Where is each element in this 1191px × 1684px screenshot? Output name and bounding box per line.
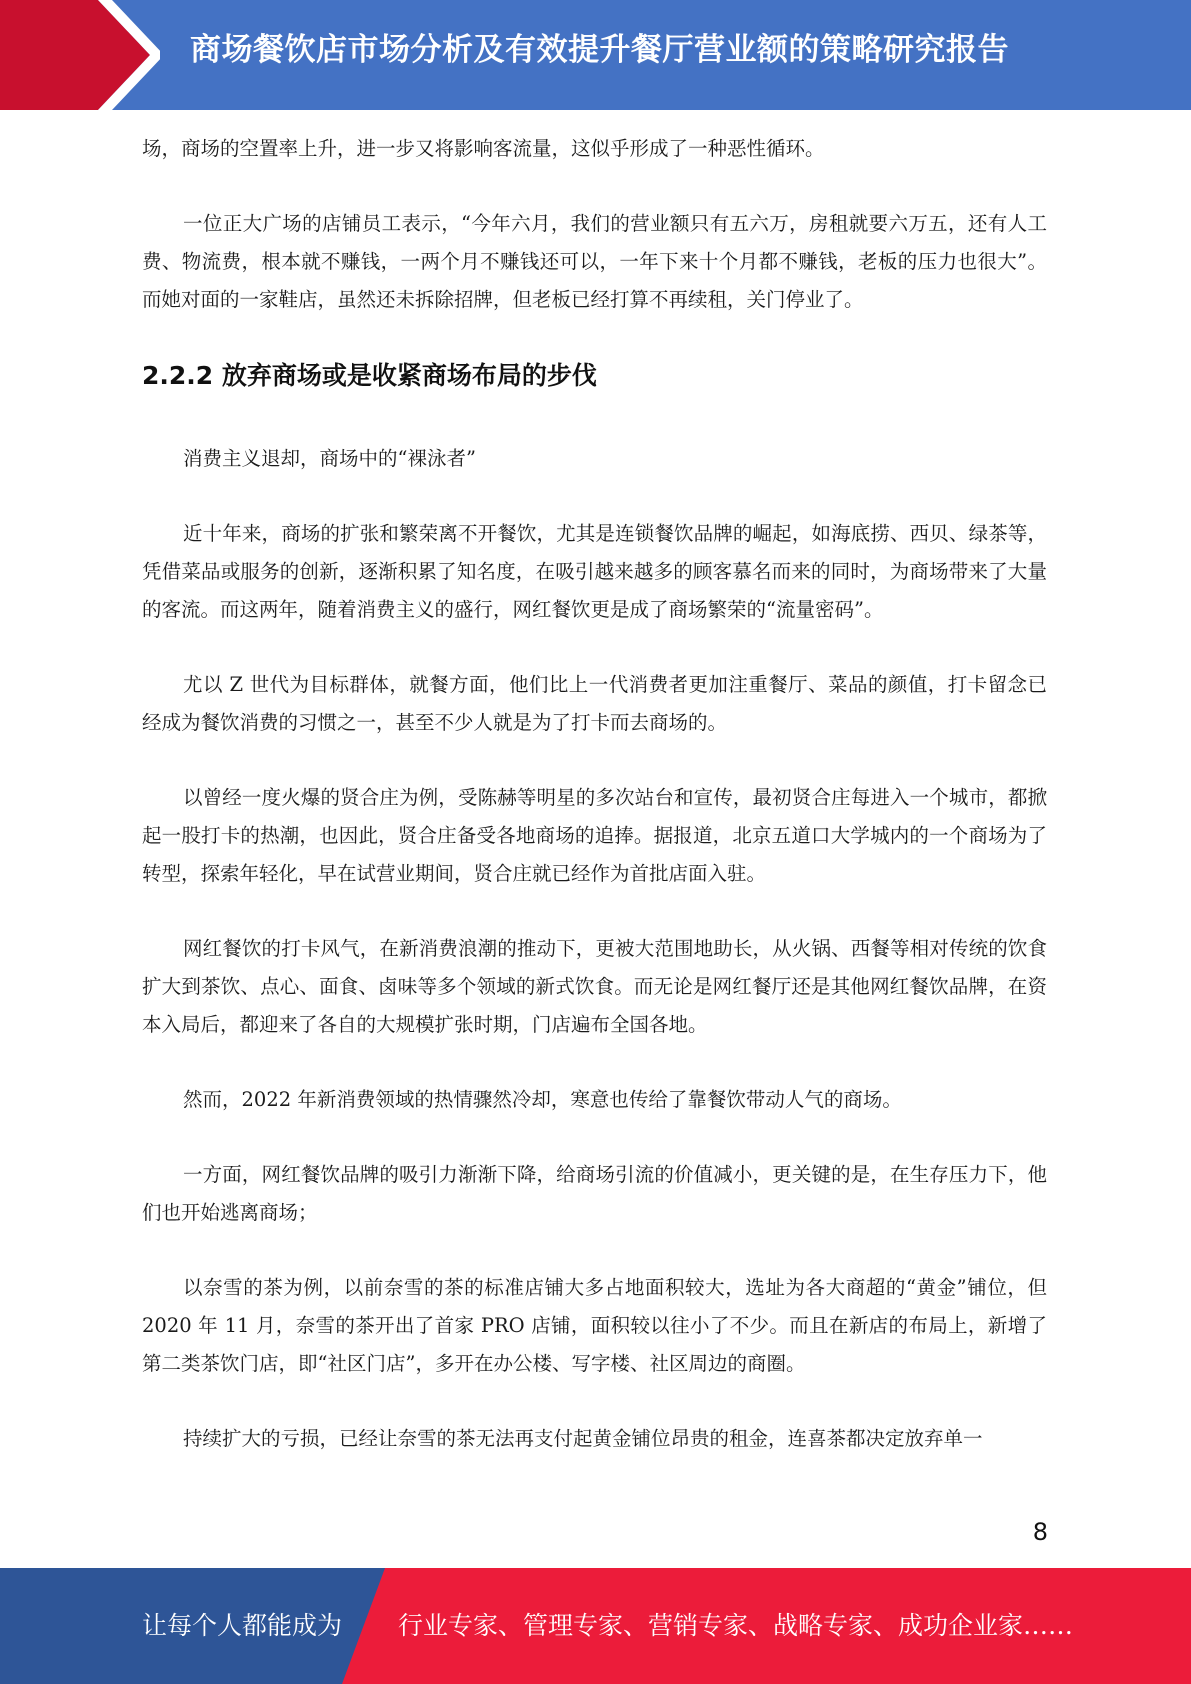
header-title: 商场餐饮店市场分析及有效提升餐厅营业额的策略研究报告 <box>190 32 1009 68</box>
footer-slogan-right: 行业专家、管理专家、营销专家、战略专家、成功企业家…… <box>398 1611 1074 1640</box>
section-heading: 2.2.2 放弃商场或是收紧商场布局的步伐 <box>142 361 597 390</box>
document-body <box>142 130 1047 1495</box>
paragraph: 近十年来，商场的扩张和繁荣离不开餐饮，尤其是连锁餐饮品牌的崛起，如海底捞、西贝、绿茶等，凭借菜品或服务的创新，逐渐积累了知名度，在吸引越来越多的顾客慕名而来的同时，为商场带来了大量的客流。而这两年，随着消费主义的盛行，网红餐饮更是成了商场繁荣的“流量密码”。 <box>142 522 1047 621</box>
paragraph: 网红餐饮的打卡风气，在新消费浪潮的推动下，更被大范围地助长，从火锅、西餐等相对传统的饮食扩大到茶饮、点心、面食、卤味等多个领域的新式饮食。而无论是网红餐厅还是其他网红餐饮品牌，在资本入局后，都迎来了各自的大规模扩张时期，门店遍布全国各地。 <box>142 937 1047 1036</box>
paragraph: 以曾经一度火爆的贤合庄为例，受陈赫等明星的多次站台和宣传，最初贤合庄每进入一个城市，都掀起一股打卡的热潮，也因此，贤合庄备受各地商场的追捧。据报道，北京五道口大学城内的一个商场为了转型，探索年轻化，早在试营业期间，贤合庄就已经作为首批店面入驻。 <box>142 786 1047 885</box>
paragraph: 场，商场的空置率上升，进一步又将影响客流量，这似乎形成了一种恶性循环。 <box>142 137 825 160</box>
page-number: 8 <box>1032 1518 1048 1546</box>
page-header <box>0 0 1191 110</box>
footer-slogan-left: 让每个人都能成为 <box>142 1611 343 1640</box>
paragraph: 尤以 Z 世代为目标群体，就餐方面，他们比上一代消费者更加注重餐厅、菜品的颜值，打卡留念已经成为餐饮消费的习惯之一，甚至不少人就是为了打卡而去商场的。 <box>142 673 1047 734</box>
paragraph: 消费主义退却，商场中的“裸泳者” <box>183 447 476 470</box>
paragraph: 一位正大广场的店铺员工表示，“今年六月，我们的营业额只有五六万，房租就要六万五，还有人工费、物流费，根本就不赚钱，一两个月不赚钱还可以，一年下来十个月都不赚钱，老板的压力也很大”。而她对面的一家鞋店，虽然还未拆除招牌，但老板已经打算不再续租，关门停业了。 <box>142 212 1047 311</box>
page-footer <box>0 1568 1191 1684</box>
paragraph: 一方面，网红餐饮品牌的吸引力渐渐下降，给商场引流的价值减小，更关键的是，在生存压力下，他们也开始逃离商场； <box>142 1163 1047 1224</box>
header-arrow-icon <box>0 0 160 110</box>
paragraph: 以奈雪的茶为例，以前奈雪的茶的标准店铺大多占地面积较大，选址为各大商超的“黄金”铺位，但 2020 年 11 月，奈雪的茶开出了首家 PRO 店铺，面积较以往小了不少。而且在新店的布局上，新增了第二类茶饮门店，即“社区门店”，多开在办公楼、写字楼、社区周边的商圈。 <box>142 1276 1047 1375</box>
paragraph: 持续扩大的亏损，已经让奈雪的茶无法再支付起黄金铺位昂贵的租金，连喜茶都决定放弃单一 <box>183 1427 983 1450</box>
paragraph: 然而，2022 年新消费领域的热情骤然冷却，寒意也传给了靠餐饮带动人气的商场。 <box>183 1088 902 1111</box>
